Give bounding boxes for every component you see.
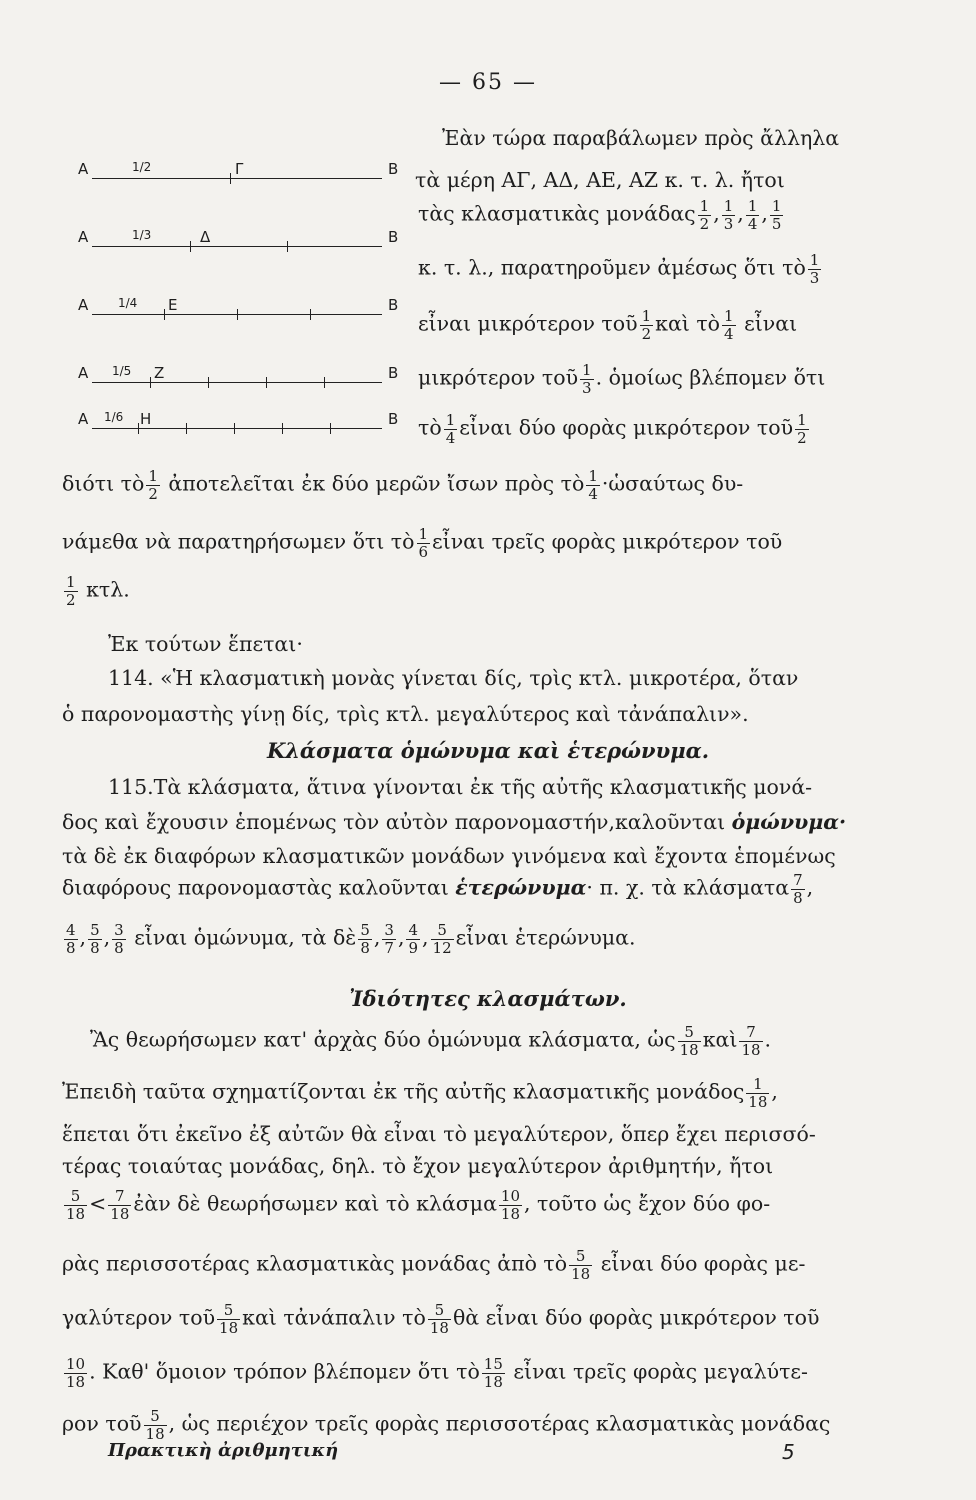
segment-line — [92, 428, 382, 429]
text-line: $\frac{4}{8}$ , $\frac{5}{8}$ , $\frac{3}{8}$ εἶναι ὁμώνυμα, τὰ δὲ $\frac{5}{8}$ , $\frac{3}{7}$ , $\frac{4}{9}$ , $\frac{5}{12}$ εἶναι ἑτερώνυμα. — [66, 921, 636, 957]
text-line: τέρας τοιαύτας μονάδας, δηλ. τὸ ἔχον μεγαλύτερον ἀριθμητήν, ἤτοι — [62, 1154, 774, 1178]
fraction: $\frac{1}{4}$ — [588, 467, 598, 503]
fraction: $\frac{1}{4}$ — [747, 197, 758, 233]
segment-point-label: Δ — [200, 228, 211, 246]
fraction: $\frac{1}{3}$ — [723, 197, 734, 233]
fraction: $\frac{5}{18}$ — [145, 1407, 165, 1443]
fraction: $\frac{1}{2}$ — [699, 197, 710, 233]
text: . ὁμοίως βλέπομεν ὅτι — [595, 365, 826, 390]
fraction: $\frac{1}{2}$ — [148, 467, 158, 503]
text-line: διαφόρους παρονομαστὰς καλοῦνται ἑτερώνυμα· π. χ. τὰ κλάσματα $\frac{7}{8}$ , — [62, 871, 814, 907]
segment-line — [92, 382, 382, 383]
text-line: Ἂς θεωρήσωμεν κατ' ἀρχὰς δύο ὁμώνυμα κλάσματα, ὡς $\frac{5}{18}$ καὶ $\frac{7}{18}$ . — [90, 1023, 772, 1059]
segment-end-label: B — [388, 410, 399, 428]
text-line: 115.Τὰ κλάσματα, ἅτινα γίνονται ἐκ τῆς αὐτῆς κλασματικῆς μονά- — [108, 775, 813, 799]
text: καὶ τὸ — [655, 311, 721, 336]
segment-line — [92, 178, 382, 179]
text-line — [418, 252, 823, 286]
fraction: $\frac{5}{12}$ — [432, 921, 452, 957]
emphasis: ὁμώνυμα· — [731, 810, 847, 834]
fraction: $\frac{1}{2}$ — [66, 573, 76, 609]
fraction: $\frac{1}{18}$ — [748, 1075, 768, 1111]
fraction: $\frac{5}{18}$ — [679, 1023, 699, 1059]
segment-tick — [164, 309, 165, 320]
segment-end-label: B — [388, 296, 399, 314]
text-line — [62, 810, 846, 835]
segment-point-label: Γ — [235, 160, 244, 178]
text: ρὰς περισσοτέρας κλασματικὰς μονάδας ἀπὸ τὸ — [62, 1251, 568, 1276]
text: θὰ εἶναι δύο φορὰς μικρότερον τοῦ — [452, 1305, 820, 1330]
segment-start-label: A — [78, 296, 89, 314]
fraction: $\frac{5}{8}$ — [90, 921, 100, 957]
text-line: τὰ δὲ ἐκ διαφόρων κλασματικῶν μονάδων γινόμενα καὶ ἔχοντα ἑπομένως — [62, 844, 836, 868]
text: Ἐπειδὴ ταῦτα σχηματίζονται ἐκ τῆς αὐτῆς κλασματικῆς μονάδος — [62, 1079, 745, 1104]
text: μικρότερον τοῦ — [418, 365, 579, 390]
fraction: $\frac{10}{18}$ — [500, 1187, 521, 1223]
segment-row — [70, 296, 410, 330]
segment-end-label: B — [388, 160, 399, 178]
segment-fraction-label: 1/2 — [132, 160, 152, 174]
text: τὰς κλασματικὰς μονάδας — [418, 201, 696, 226]
text-line — [62, 526, 782, 560]
segment-tick — [237, 309, 238, 320]
text: εἶναι μικρότερον τοῦ — [418, 311, 638, 336]
segment-end-label: B — [388, 364, 399, 382]
footer-signature-number: 5 — [782, 1440, 795, 1464]
segment-start-label: A — [78, 410, 89, 428]
segment-tick — [330, 423, 331, 434]
text-line: 114. «Ἡ κλασματικὴ μονὰς γίνεται δίς, τρὶς κτλ. μικροτέρα, ὅταν — [108, 666, 799, 690]
text: · π. χ. τὰ κλάσματα — [586, 875, 790, 900]
fraction: $\frac{7}{8}$ — [793, 871, 803, 907]
segment-tick — [324, 377, 325, 388]
text: καὶ — [702, 1027, 738, 1052]
fraction: $\frac{1}{3}$ — [809, 251, 820, 287]
fraction: $\frac{5}{18}$ — [571, 1247, 591, 1283]
segment-tick — [266, 377, 267, 388]
text-line — [418, 362, 825, 396]
segment-tick — [230, 173, 231, 184]
fraction: $\frac{1}{3}$ — [582, 361, 592, 397]
segment-tick — [287, 241, 288, 252]
segment-tick — [186, 423, 187, 434]
text: νάμεθα νὰ παρατηρήσωμεν ὅτι τὸ — [62, 529, 415, 554]
segment-start-label: A — [78, 364, 89, 382]
fraction: $\frac{7}{18}$ — [741, 1023, 761, 1059]
text: Ἂς θεωρήσωμεν κατ' ἀρχὰς δύο ὁμώνυμα κλάσματα, ὡς — [90, 1027, 676, 1052]
text: κ. τ. λ., παρατηροῦμεν ἀμέσως ὅτι τὸ — [418, 255, 806, 280]
fraction: $\frac{4}{9}$ — [408, 921, 419, 957]
segment-tick — [138, 423, 139, 434]
text: εἶναι ὁμώνυμα, τὰ δὲ — [134, 925, 357, 950]
emphasis: ἑτερώνυμα — [455, 875, 587, 900]
segment-fraction-label: 1/4 — [118, 296, 138, 310]
fraction: $\frac{1}{5}$ — [771, 197, 782, 233]
text-line — [62, 1248, 805, 1282]
fraction: $\frac{15}{18}$ — [483, 1355, 503, 1391]
text: ἐὰν δὲ θεωρήσωμεν καὶ τὸ κλάσμα — [133, 1191, 497, 1216]
text: ἀποτελεῖται ἐκ δύο μερῶν ἴσων πρὸς τὸ — [168, 471, 585, 496]
segment-fraction-label: 1/3 — [132, 228, 152, 242]
segment-point-label: Z — [154, 364, 165, 382]
segment-fraction-label: 1/5 — [112, 364, 132, 378]
text: εἶναι τρεῖς φορὰς μικρότερον τοῦ — [432, 529, 783, 554]
segment-tick — [310, 309, 311, 320]
text-line — [62, 1302, 819, 1336]
text-line: τὰ μέρη ΑΓ, ΑΔ, ΑΕ, ΑΖ κ. τ. λ. ἤτοι — [415, 168, 785, 192]
segment-tick — [190, 241, 191, 252]
segment-row — [70, 410, 410, 444]
text-line — [62, 468, 743, 502]
segment-row — [70, 160, 410, 194]
text: εἶναι δύο φορὰς με- — [600, 1251, 806, 1276]
fraction: $\frac{7}{18}$ — [110, 1187, 130, 1223]
text-line: τὰς κλασματικὰς μονάδας $\frac{1}{2}$ , $\frac{1}{3}$ , $\frac{1}{4}$ , $\frac{1}{5}$ — [418, 197, 782, 233]
fraction: $\frac{1}{2}$ — [797, 411, 807, 447]
fraction: $\frac{3}{8}$ — [114, 921, 124, 957]
text: δος καὶ ἔχουσιν ἑπομένως τὸν αὐτὸν παρονομαστήν,καλοῦνται — [62, 810, 732, 834]
fraction: $\frac{5}{18}$ — [66, 1187, 86, 1223]
text-line: ἕπεται ὅτι ἐκεῖνο ἐξ αὐτῶν θὰ εἶναι τὸ μεγαλύτερον, ὅπερ ἔχει περισσό- — [62, 1122, 816, 1146]
fraction: $\frac{1}{4}$ — [445, 411, 456, 447]
text: εἶναι τρεῖς φορὰς μεγαλύτε- — [513, 1359, 808, 1384]
fraction: $\frac{1}{2}$ — [641, 307, 652, 343]
segment-row — [70, 228, 410, 262]
segment-end-label: B — [388, 228, 399, 246]
fraction: $\frac{4}{8}$ — [66, 921, 76, 957]
page-number: — 65 — — [439, 70, 537, 95]
section-heading: Κλάσματα ὁμώνυμα καὶ ἑτερώνυμα. — [266, 738, 710, 763]
text: , τοῦτο ὡς ἔχον δύο φο- — [524, 1191, 771, 1216]
text: διαφόρους παρονομαστὰς καλοῦνται — [62, 875, 456, 900]
segment-row — [70, 364, 410, 398]
segment-start-label: A — [78, 160, 89, 178]
text: εἶναι ἑτερώνυμα. — [455, 925, 636, 950]
footer-title: Πρακτικὴ ἀριθμητική — [108, 1440, 339, 1461]
segment-fraction-label: 1/6 — [104, 410, 124, 424]
text-line — [62, 1356, 808, 1390]
text-line — [62, 574, 130, 608]
text-line: ρον τοῦ $\frac{5}{18}$ , ὡς περιέχον τρεῖς φορὰς περισσοτέρας κλασματικὰς μονάδας — [62, 1407, 831, 1443]
text-line: ὁ παρονομαστὴς γίνῃ δίς, τρὶς κτλ. μεγαλύτερος καὶ τἀνάπαλιν». — [62, 702, 749, 726]
text: τὸ — [418, 415, 442, 440]
text: κτλ. — [86, 577, 130, 602]
text-line: $\frac{5}{18}$ < $\frac{7}{18}$ ἐὰν δὲ θεωρήσωμεν καὶ τὸ κλάσμα $\frac{10}{18}$ , τοῦτο ὡς ἔχον δύο φο- — [66, 1187, 771, 1223]
text: ·ὡσαύτως δυ- — [601, 471, 744, 496]
fraction: $\frac{5}{18}$ — [219, 1301, 239, 1337]
fraction: $\frac{10}{18}$ — [66, 1355, 86, 1391]
text: καὶ τἀνάπαλιν τὸ — [242, 1305, 426, 1330]
fraction: $\frac{1}{4}$ — [724, 307, 734, 343]
fraction: $\frac{3}{7}$ — [384, 921, 394, 957]
fraction: $\frac{1}{6}$ — [418, 525, 429, 561]
segment-tick — [208, 377, 209, 388]
segment-tick — [282, 423, 283, 434]
text: ὡς περιέχον τρεῖς φορὰς περισσοτέρας κλασματικὰς μονάδας — [181, 1411, 831, 1436]
text-line: Ἐπειδὴ ταῦτα σχηματίζονται ἐκ τῆς αὐτῆς κλασματικῆς μονάδος $\frac{1}{18}$ , — [62, 1075, 778, 1111]
text: εἶναι — [744, 311, 798, 336]
text-line: Ἐκ τούτων ἕπεται· — [108, 632, 303, 656]
text: εἶναι δύο φορὰς μικρότερον τοῦ — [459, 415, 794, 440]
text: . Καθ' ὅμοιον τρόπον βλέπομεν ὅτι τὸ — [89, 1359, 480, 1384]
text-line: Ἐὰν τώρα παραβάλωμεν πρὸς ἄλληλα — [442, 126, 840, 150]
text: ρον τοῦ — [62, 1411, 142, 1436]
fraction: $\frac{5}{18}$ — [429, 1301, 449, 1337]
segment-line — [92, 246, 382, 247]
segment-start-label: A — [78, 228, 89, 246]
segment-tick — [150, 377, 151, 388]
segment-tick — [234, 423, 235, 434]
fraction: $\frac{5}{8}$ — [360, 921, 370, 957]
text-line — [418, 308, 797, 342]
segment-point-label: H — [140, 410, 152, 428]
segment-point-label: E — [168, 296, 178, 314]
section-heading: Ἰδιότητες κλασμάτων. — [349, 986, 627, 1011]
text: γαλύτερον τοῦ — [62, 1305, 216, 1330]
text-line — [418, 412, 811, 446]
text: διότι τὸ — [62, 471, 145, 496]
